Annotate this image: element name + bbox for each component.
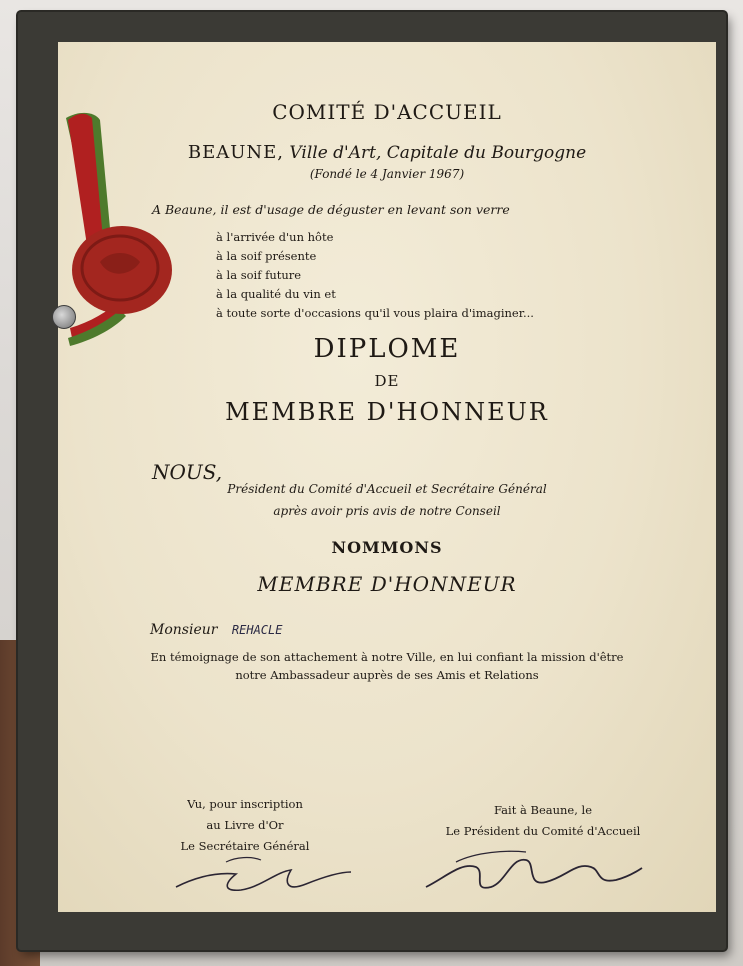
recipient-name: REHACLE xyxy=(231,623,283,637)
president-signature xyxy=(416,832,646,902)
testimony-line-1: En témoignage de son attachement à notre Ville, en lui confiant la mission d'être xyxy=(150,650,624,664)
president-sign-line-1: Fait à Beaune, le xyxy=(493,803,593,817)
secretary-line-3: Le Secrétaire Général xyxy=(180,839,310,853)
diploma-heading: DIPLOME xyxy=(313,334,461,364)
founded-date: (Fondé le 4 Janvier 1967) xyxy=(309,167,465,181)
monsieur-label: Monsieur xyxy=(150,622,218,638)
president-sign-line-2: Le Président du Comité d'Accueil xyxy=(445,824,641,838)
frame-rivet xyxy=(52,305,76,329)
president-line: Président du Comité d'Accueil et Secrétaire Général xyxy=(227,482,547,496)
diploma-membre: MEMBRE D'HONNEUR xyxy=(225,398,549,426)
toast-item: à la soif future xyxy=(216,268,302,282)
nommons-heading: NOMMONS xyxy=(331,538,443,557)
committee-title: COMITÉ D'ACCUEIL xyxy=(272,100,502,124)
testimony-line-2: notre Ambassadeur auprès de ses Amis et Relations xyxy=(235,668,539,682)
ribbon-and-wax-seal xyxy=(0,0,200,360)
toast-item: à la qualité du vin et xyxy=(216,287,336,301)
toast-item: à l'arrivée d'un hôte xyxy=(216,230,334,244)
toast-list xyxy=(216,228,534,323)
toast-item: à toute sorte d'occasions qu'il vous plaira d'imaginer... xyxy=(216,306,534,320)
membre-honneur-line: MEMBRE D'HONNEUR xyxy=(257,572,517,596)
nous-heading: NOUS, xyxy=(152,460,223,484)
city-subtitle: Ville d'Art, Capitale du Bourgogne xyxy=(289,143,587,163)
intro-text: A Beaune, il est d'usage de déguster en levant son verre xyxy=(152,202,510,217)
secretary-line-1: Vu, pour inscription xyxy=(187,797,303,811)
city-name: BEAUNE, xyxy=(187,142,284,163)
secretary-line-2: au Livre d'Or xyxy=(206,818,284,832)
secretary-signature xyxy=(166,842,356,902)
toast-item: à la soif présente xyxy=(216,249,317,263)
diploma-de: DE xyxy=(374,372,400,390)
conseil-line: après avoir pris avis de notre Conseil xyxy=(273,504,501,518)
recipient-line xyxy=(150,622,282,638)
